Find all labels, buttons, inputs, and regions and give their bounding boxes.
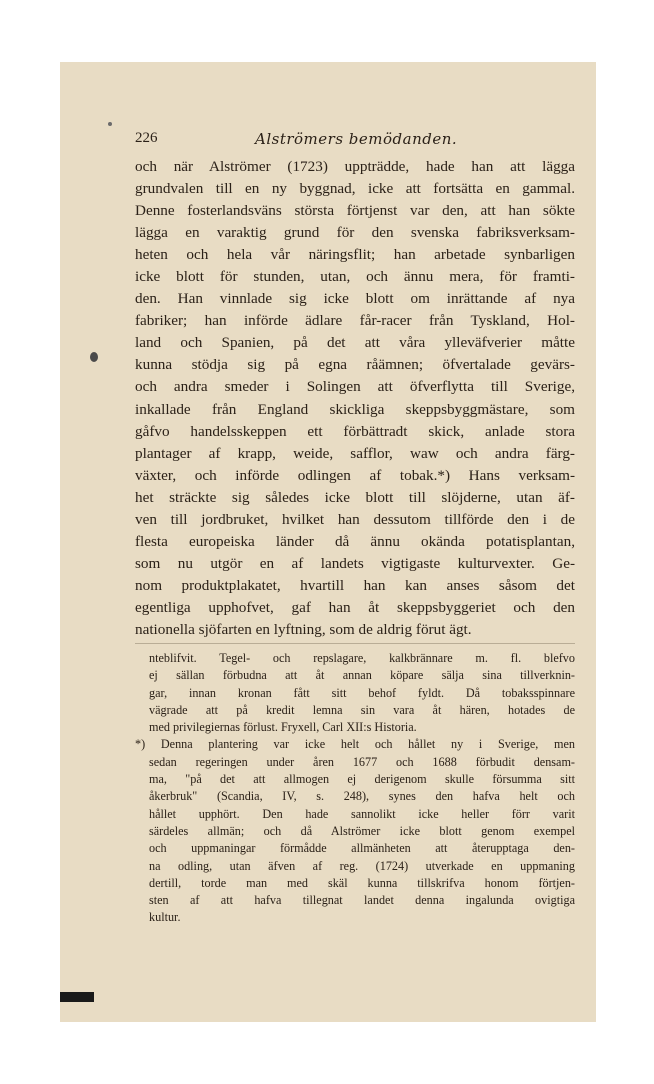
page-blemish: [108, 122, 112, 126]
text-line: som nu utgör en af landets vigtigaste kulturvexter. Ge-: [135, 554, 575, 572]
footnote-line: hållet upphört. Den hade sannolikt icke heller förr varit: [149, 806, 575, 821]
text-line: icke blott för stunden, utan, och ännu mera, för framti-: [135, 268, 575, 286]
footnote-line: nteblifvit. Tegel- och repslagare, kalkbrännare m. fl. blefvo: [149, 651, 575, 665]
text-line: ven till jordbruket, hvilket han dessutom tillförde den i de: [135, 510, 575, 528]
book-page: [60, 62, 596, 1022]
text-line: och andra smeder i Solingen att öfverflytta till Sverige,: [135, 378, 575, 396]
text-line: kunna stödja sig på egna råämnen; öfvertalade gevärs-: [135, 356, 575, 374]
text-line: inkallade från England skickliga skeppsbyggmästare, som: [135, 400, 575, 418]
footnote-line: dertill, torde man med skäl kunna tillskrifva honom förtjen-: [149, 875, 575, 890]
text-line: land och Spanien, på det att våra ylleväfverier måtte: [135, 334, 575, 352]
footnote-line: med privilegiernas förlust. Fryxell, Carl XII:s Historia.: [149, 720, 417, 735]
footnote-line: sten af att hafva tillegnat landet denna ingalunda ovigtiga: [149, 893, 575, 908]
text-line: plantager af krapp, weide, safflor, waw och andra färg-: [135, 444, 575, 462]
text-line: den. Han vinnlade sig icke blott om inrättande af nya: [135, 290, 575, 308]
page-header: [135, 130, 575, 152]
footnote-divider: [135, 643, 575, 644]
text-line: Denne fosterlandsväns största förtjenst var den, att han sökte: [135, 202, 575, 220]
text-line: och när Alströmer (1723) uppträdde, hade han att lägga: [135, 158, 575, 175]
footnote-line: ej sällan förbudna att åt annan köpare sälja sina tillverknin-: [149, 668, 575, 683]
footnotes: [135, 650, 575, 927]
footnote-line: sedan regeringen under åren 1677 och 1688 förbudit densam-: [149, 754, 575, 769]
page-number: 226: [135, 130, 158, 146]
footnote-line: vägrade att på kredit lemna sin vara åt hären, hotades de: [149, 702, 575, 717]
footnote-line: åkerbruk" (Scandia, IV, s. 248), synes den hafva helt och: [149, 789, 575, 804]
footnote-line: särdeles allmän; och då Alströmer icke blott genom exempel: [149, 823, 575, 838]
text-line: grundvalen till en ny byggnad, icke att fortsätta en gammal.: [135, 180, 575, 198]
text-line: flesta europeiska länder då ännu okända potatisplantan,: [135, 532, 575, 550]
footnote-line: gar, innan kronan fått sitt behof fyldt. Då tobaksspinnare: [149, 685, 575, 700]
footnote-line: kultur.: [149, 910, 181, 925]
text-line: nom produktplakatet, hvartill han kan anses såsom det: [135, 576, 575, 594]
text-line: lägga en varaktig grund för den svenska fabriksverksam-: [135, 224, 575, 242]
footnote-line: ma, "på det att allmogen ej derigenom skulle försumma sitt: [149, 772, 575, 787]
text-line: gåfvo handelsskeppen ett förbättradt skick, anlade stora: [135, 422, 575, 440]
text-line: växter, och införde odlingen af tobak.*) Hans verksam-: [135, 466, 575, 484]
text-line: het sträckte sig således icke blott till slöjderne, utan äf-: [135, 488, 575, 506]
text-line: egentliga upphofvet, gaf han åt skeppsbyggeriet och den: [135, 598, 575, 616]
text-line: heten och hela vår näringsflit; han arbetade synbarligen: [135, 246, 575, 264]
footnote-line: na odling, utan äfven af reg. (1724) utverkade en uppmaning: [149, 858, 575, 873]
footnote-line: *) Denna plantering var icke helt och hållet ny i Sverige, men: [135, 737, 575, 752]
page-blemish: [90, 352, 98, 362]
footnote-line: och uppmaningar förmådde allmänheten att återupptaga den-: [149, 841, 575, 856]
text-line: nationella sjöfarten en lyftning, som de aldrig förut ägt.: [135, 620, 472, 638]
main-text: [135, 156, 575, 641]
text-line: fabriker; han införde ädlare får-racer från Tyskland, Hol-: [135, 312, 575, 330]
running-title: Alströmers bemödanden.: [255, 130, 458, 148]
scan-edge-mark: [60, 992, 94, 1002]
